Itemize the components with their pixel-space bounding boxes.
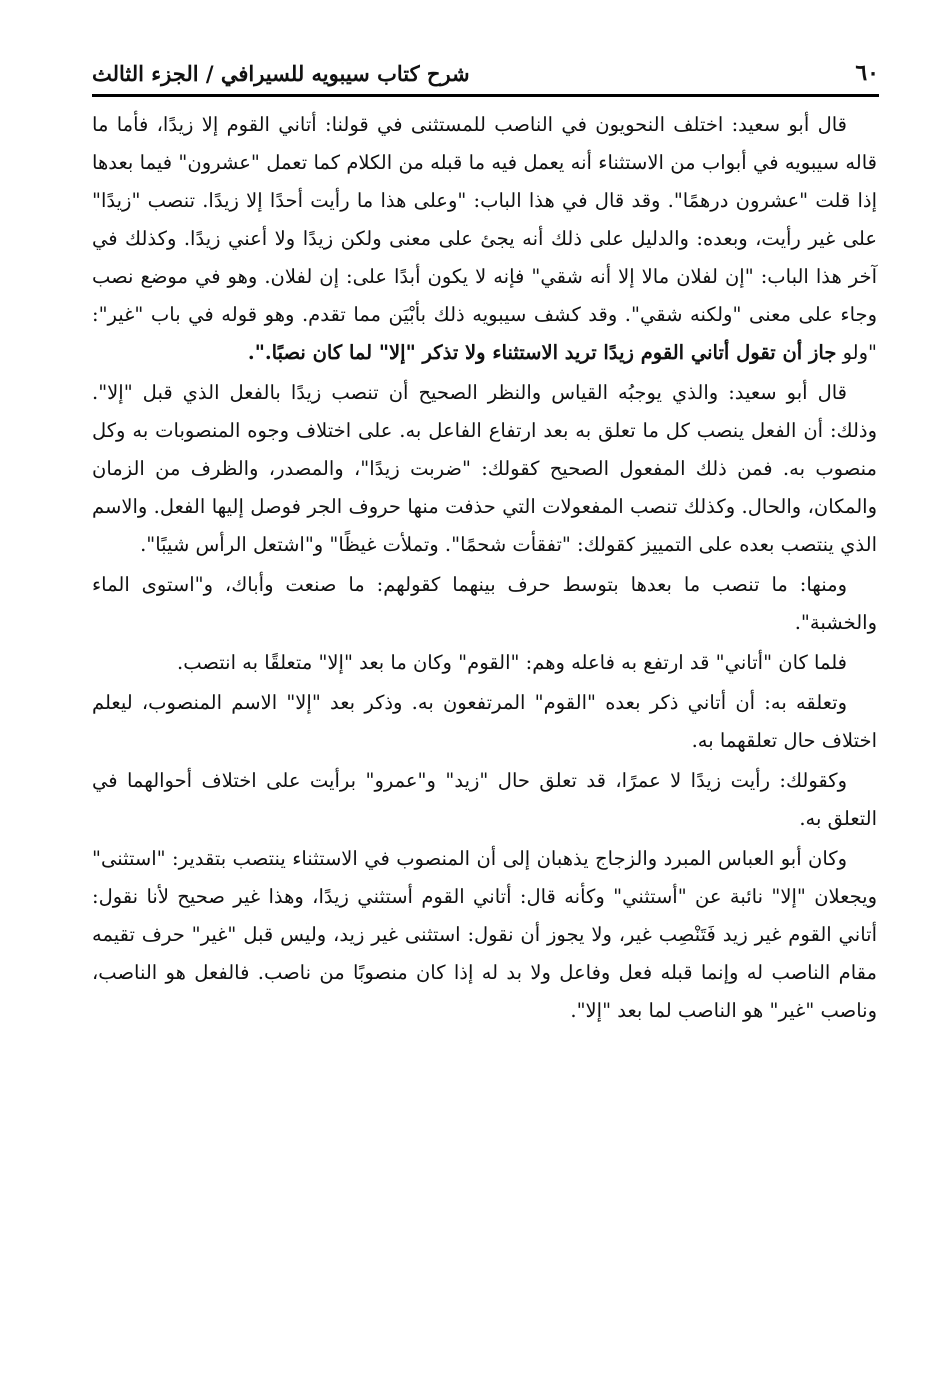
paragraph [92, 644, 877, 682]
paragraph-text: وكقولك: رأيت زيدًا لا عمرًا، قد تعلق حال "زيد" و"عمرو" برأيت على اختلاف أحوالهما في التعلق به. [92, 769, 877, 830]
paragraph [92, 374, 877, 564]
paragraph-bold-text: جاز أن تقول أتاني القوم زيدًا تريد الاستثناء ولا تذكر "إلا" لما كان نصبًا.". [247, 341, 837, 364]
paragraph [92, 684, 877, 760]
paragraph-text: وتعلقه به: أن أتاني ذكر بعده "القوم" المرتفعون به. وذكر بعد "إلا" الاسم المنصوب، ليعلم اختلاف حال تعلقهما به. [92, 691, 877, 752]
page-number: ٦٠ [855, 60, 879, 86]
paragraph [92, 106, 877, 372]
running-header [92, 50, 879, 96]
header-rule [92, 94, 879, 97]
page-body [92, 106, 877, 1343]
paragraph [92, 566, 877, 642]
paragraph-text: وكان أبو العباس المبرد والزجاج يذهبان إلى أن المنصوب في الاستثناء ينتصب بتقدير: "استثنى" ويجعلان "إلا" نائبة عن "أستثني" وكأنه قال: أتاني القوم أستثني زيدًا، وهذا غير صحيح لأنا نقول: أتاني القوم غير زيد فَتَنْصِب غير، ولا يجوز أن نقول: استثنى غير زيد، وليس قبل "غير" حرف تقيمه مقام الناصب له وإنما قبله فعل وفاعل ولا بد له إذا كان منصوبًا من ناصب. فالفعل هو الناصب، وناصب "غير" هو الناصب لما بعد "إلا". [92, 847, 877, 1022]
paragraph [92, 762, 877, 838]
running-title: شرح كتاب سيبويه للسيرافي / الجزء الثالث [92, 60, 470, 86]
paragraph-text: قال أبو سعيد: والذي يوجبُه القياس والنظر الصحيح أن تنصب زيدًا بالفعل الذي قبل "إلا". وذلك: أن الفعل ينصب كل ما تعلق به بعد ارتفاع الفاعل به. على اختلاف وجوه المنصوبات به وكل منصوب به. فمن ذلك المفعول الصحيح كقولك: "ضربت زيدًا"، والمصدر، والظرف من الزمان والمكان، والحال. وكذلك تنصب المفعولات التي حذفت منها حروف الجر فوصل إليها الفعل. والاسم الذي ينتصب بعده على التمييز كقولك: "تفقأت شحمًا". وتملأت غيظًا" و"اشتعل الرأس شيبًا". [92, 381, 877, 556]
paragraph-text: ومنها: ما تنصب ما بعدها بتوسط حرف بينهما كقولهم: ما صنعت وأباك، و"استوى الماء والخشبة". [92, 573, 877, 634]
paragraph [92, 840, 877, 1030]
paragraph-text: فلما كان "أتاني" قد ارتفع به فاعله وهم: "القوم" وكان ما بعد "إلا" متعلقًا به انتصب. [177, 651, 847, 674]
paragraph-text: قال أبو سعيد: اختلف النحويون في الناصب للمستثنى في قولنا: أتاني القوم إلا زيدًا، فأما ما قاله سيبويه في أبواب من الاستثناء أنه يعمل فيه ما قبله من الكلام كما تعمل "عشرون" فيما بعدها إذا قلت "عشرون درهمًا". وقد قال في هذا الباب: "وعلى هذا ما رأيت أحدًا إلا زيدًا. تنصب "زيدًا" على غير رأيت، وبعده: والدليل على ذلك أنه يجئ على معنى ولكن زيدًا ولا أعني زيدًا. وكذلك في آخر هذا الباب: "إن لفلان مالا إلا أنه شقي" فإنه لا يكون أبدًا على: إن لفلان. وهو في موضع نصب وجاء على معنى "ولكنه شقي". وقد كشف سيبويه ذلك بأبْيَن مما تقدم. وهو قوله في باب "غير": "ولو [92, 113, 877, 364]
